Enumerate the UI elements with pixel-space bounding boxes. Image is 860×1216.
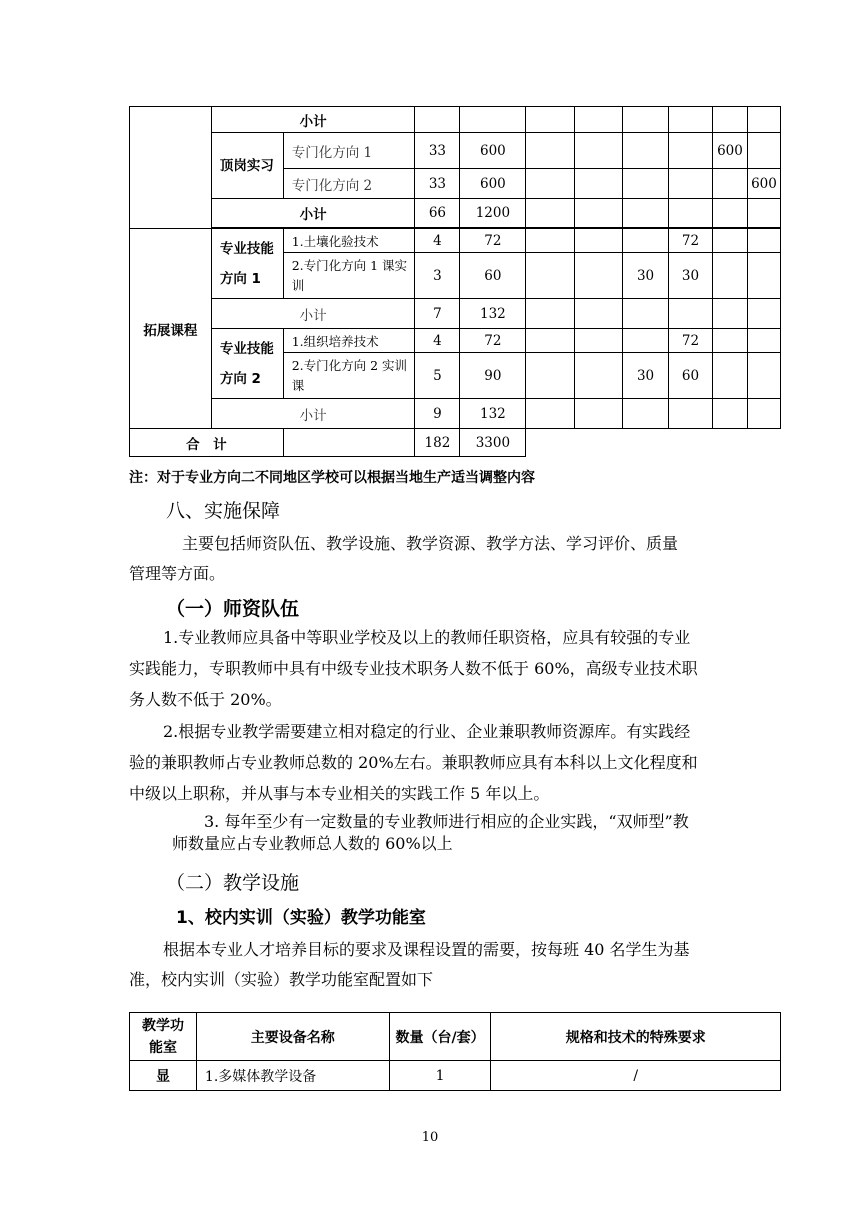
semester-hours: 600 [747,169,780,199]
paragraph: 务人数不低于 20%。 [129,690,282,709]
credits: 7 [415,299,460,329]
credits: 33 [415,133,460,169]
hours: 600 [460,169,526,199]
paragraph: 验的兼职教师占专业教师总数的 20%左右。兼职教师应具有本科以上文化程度和 [129,753,698,772]
subtotal-label: 小计 [211,107,415,133]
semester-hours [623,229,669,253]
total-credits: 182 [415,429,460,457]
semester-hours: 30 [669,253,713,299]
direction2-label: 专业技能方向 2 [211,329,283,399]
credits: 33 [415,169,460,199]
semester-hours [747,133,780,169]
hours: 72 [460,229,526,253]
subtotal-label: 小计 [211,299,415,329]
hours: 72 [460,329,526,353]
equipment-table [129,1012,781,1091]
semester-hours [623,329,669,353]
semester-hours: 30 [623,353,669,399]
header-room: 教学功能室 [130,1013,197,1061]
room-cell: 显 [130,1061,197,1091]
header-equipment: 主要设备名称 [196,1013,389,1061]
direction1-label: 专业技能方向 1 [211,229,283,299]
paragraph: 根据本专业人才培养目标的要求及课程设置的需要，按每班 40 名学生为基 [163,940,690,959]
hours: 90 [460,353,526,399]
total-hours: 3300 [460,429,526,457]
paragraph: 主要包括师资队伍、教学设施、教学资源、教学方法、学习评价、质量 [182,534,679,553]
section-title: 八、实施保障 [166,500,281,522]
credits: 9 [415,399,460,429]
paragraph: 3. 每年至少有一定数量的专业教师进行相应的企业实践，“双师型”教 [204,812,689,831]
course-name: 1.组织培养技术 [283,329,415,353]
hours: 600 [460,133,526,169]
course-name: 专门化方向 2 [283,169,415,199]
paragraph: 准，校内实训（实验）教学功能室配置如下 [129,970,434,989]
credits: 66 [415,199,460,228]
requirements-cell: / [491,1061,781,1091]
credits: 5 [415,353,460,399]
quantity-cell: 1 [389,1061,491,1091]
paragraph: 管理等方面。 [129,564,226,583]
category-cell-empty [130,107,212,229]
paragraph: 师数量应占专业教师总人数的 60%以上 [172,834,453,853]
semester-hours [712,169,747,199]
subsection-title: （一）师资队伍 [166,598,300,620]
hours: 132 [460,399,526,429]
paragraph: 中级以上职称，并从事与本专业相关的实践工作 5 年以上。 [129,784,550,803]
hours: 1200 [460,199,526,228]
paragraph: 1.专业教师应具备中等职业学校及以上的教师任职资格，应具有较强的专业 [163,628,691,647]
credits: 4 [415,329,460,353]
subsection-title: （二）教学设施 [166,872,300,894]
dinggang-label: 顶岗实习 [211,133,283,199]
hours: 60 [460,253,526,299]
paragraph: 实践能力，专职教师中具有中级专业技术职务人数不低于 60%，高级专业技术职 [129,659,698,678]
semester-hours: 600 [712,133,747,169]
semester-hours: 60 [669,353,713,399]
subtotal-label: 小计 [211,199,415,228]
credits: 4 [415,229,460,253]
total-label: 合 计 [130,429,284,457]
header-quantity: 数量（台/套） [389,1013,491,1061]
credits: 3 [415,253,460,299]
paragraph: 2.根据专业教学需要建立相对稳定的行业、企业兼职教师资源库。有实践经 [163,722,691,741]
course-name: 2.专门化方向 1 课实训 [283,253,415,299]
semester-hours: 72 [669,229,713,253]
course-name: 1.土壤化验技术 [283,229,415,253]
header-requirements: 规格和技术的特殊要求 [491,1013,781,1061]
equipment-cell: 1.多媒体教学设备 [196,1061,389,1091]
course-name: 专门化方向 1 [283,133,415,169]
page-number: 10 [421,1130,439,1145]
course-name: 2.专门化方向 2 实训课 [283,353,415,399]
subtotal-label: 小计 [211,399,415,429]
heading: 1、校内实训（实验）教学功能室 [176,908,426,928]
semester-hours: 72 [669,329,713,353]
semester-hours: 30 [623,253,669,299]
course-table [129,106,781,457]
expand-courses-label: 拓展课程 [130,229,212,429]
hours: 132 [460,299,526,329]
table-note: 注：对于专业方向二不同地区学校可以根据当地生产适当调整内容 [129,470,535,486]
